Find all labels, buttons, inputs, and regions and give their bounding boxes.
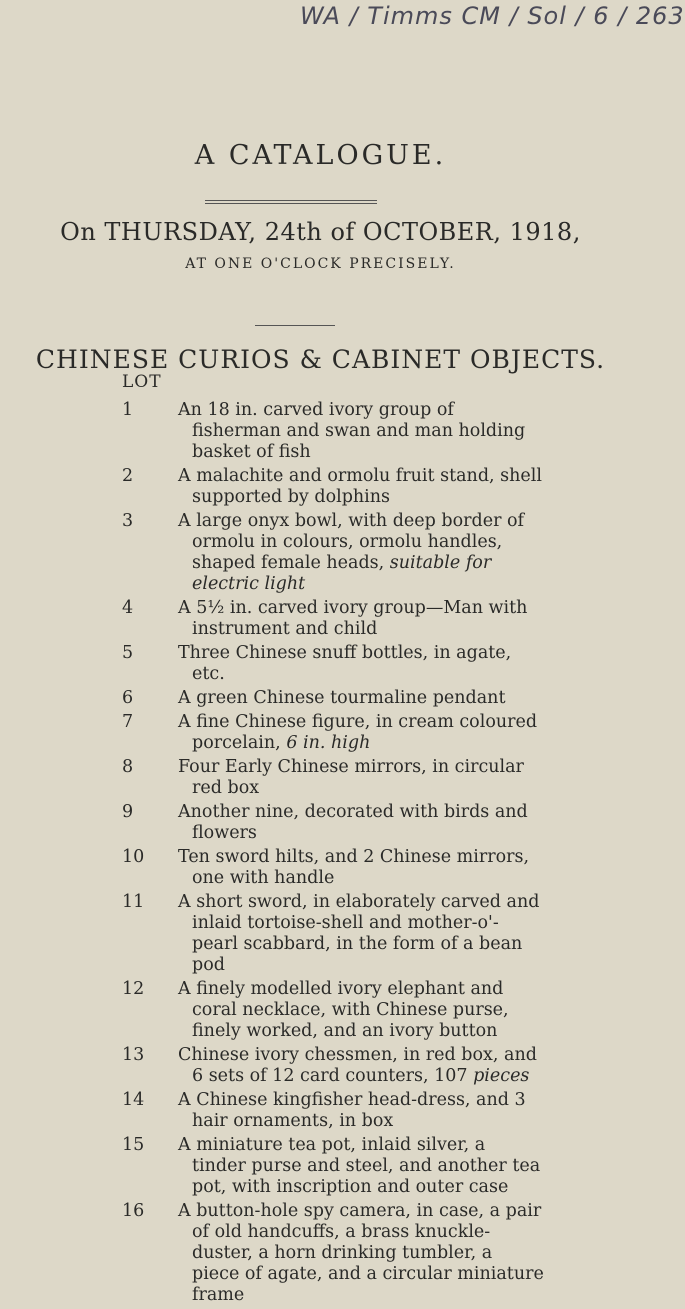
lot-description-text: Ten sword hilts, and 2 Chinese mirrors, one with handle xyxy=(178,847,530,888)
lot-description xyxy=(178,511,544,595)
lot-number: 7 xyxy=(122,712,134,732)
lot-item xyxy=(0,892,641,976)
lot-description-text: A large onyx bowl, with deep border of ormolu in colours, ormolu handles, shaped female heads, xyxy=(178,511,525,573)
lot-description xyxy=(178,979,544,1042)
lot-number: 3 xyxy=(122,511,134,531)
lot-number: 14 xyxy=(122,1090,145,1110)
lot-description xyxy=(178,1045,544,1087)
lot-description-italic: 6 in. high xyxy=(286,733,371,753)
lot-number: 16 xyxy=(122,1201,145,1221)
lot-number: 10 xyxy=(122,847,145,867)
divider-rule xyxy=(255,325,335,326)
lot-number: 12 xyxy=(122,979,145,999)
lot-description-text: An 18 in. carved ivory group of fisherman and swan and man holding basket of fish xyxy=(178,400,526,462)
lot-description-italic: pieces xyxy=(473,1066,530,1086)
lot-item xyxy=(0,1201,641,1306)
lot-item xyxy=(0,757,641,799)
lot-item xyxy=(0,712,641,754)
lot-description xyxy=(178,712,544,754)
lot-description-text: Four Early Chinese mirrors, in circular red box xyxy=(178,757,524,798)
handwritten-note: WA / Timms CM / Sol / 6 / 263 xyxy=(300,2,685,30)
lot-number: 4 xyxy=(122,598,134,618)
lot-description-text: A button-hole spy camera, in case, a pair of old handcuffs, a brass knuckle-duster, a horn drinking tumbler, a piece of agate, and a circular miniature frame xyxy=(178,1201,544,1305)
lot-description xyxy=(178,847,544,889)
lot-description-italic: suitable for electric light xyxy=(192,553,492,594)
lot-description xyxy=(178,757,544,799)
lot-item xyxy=(0,1045,641,1087)
lot-description xyxy=(178,892,544,976)
lot-list xyxy=(0,400,641,1309)
lot-description xyxy=(178,1201,544,1306)
lot-number: 15 xyxy=(122,1135,145,1155)
lot-item xyxy=(0,802,641,844)
lot-item xyxy=(0,1090,641,1132)
lot-item xyxy=(0,1135,641,1198)
lot-description xyxy=(178,688,544,709)
section-heading: CHINESE CURIOS & CABINET OBJECTS. xyxy=(35,345,606,374)
lot-description-text: A fine Chinese figure, in cream coloured porcelain, xyxy=(178,712,538,753)
sale-time: AT ONE O'CLOCK PRECISELY. xyxy=(185,256,456,272)
lot-number: 8 xyxy=(122,757,134,777)
lot-item xyxy=(0,598,641,640)
lot-description-text: A finely modelled ivory elephant and coral necklace, with Chinese purse, finely worked, and an ivory button xyxy=(178,979,509,1041)
catalogue-title: A CATALOGUE. xyxy=(194,140,447,171)
lot-item xyxy=(0,979,641,1042)
lot-item xyxy=(0,643,641,685)
lot-description-text: A malachite and ormolu fruit stand, shell supported by dolphins xyxy=(178,466,542,507)
sale-date: On THURSDAY, 24th of OCTOBER, 1918, xyxy=(60,218,581,246)
lot-description xyxy=(178,802,544,844)
lot-description xyxy=(178,1135,544,1198)
lot-description xyxy=(178,598,544,640)
lot-item xyxy=(0,688,641,709)
title-rule xyxy=(205,200,377,201)
lot-description xyxy=(178,1090,544,1132)
lot-number: 13 xyxy=(122,1045,145,1065)
lot-item xyxy=(0,511,641,595)
lot-column-label: LOT xyxy=(122,372,162,392)
lot-number: 5 xyxy=(122,643,134,663)
lot-number: 2 xyxy=(122,466,134,486)
lot-description-text: Another nine, decorated with birds and flowers xyxy=(178,802,528,843)
lot-item xyxy=(0,400,641,463)
lot-description-text: Chinese ivory chessmen, in red box, and 6 sets of 12 card counters, 107 xyxy=(178,1045,537,1086)
lot-description-text: A miniature tea pot, inlaid silver, a tinder purse and steel, and another tea pot, with inscription and outer case xyxy=(178,1135,541,1197)
lot-number: 9 xyxy=(122,802,134,822)
lot-description xyxy=(178,400,544,463)
lot-description xyxy=(178,466,544,508)
lot-description-text: A 5½ in. carved ivory group—Man with instrument and child xyxy=(178,598,528,639)
lot-description-text: Three Chinese snuff bottles, in agate, etc. xyxy=(178,643,512,684)
lot-item xyxy=(0,847,641,889)
lot-description xyxy=(178,643,544,685)
lot-number: 1 xyxy=(122,400,134,420)
lot-description-text: A Chinese kingfisher head-dress, and 3 hair ornaments, in box xyxy=(178,1090,526,1131)
lot-description-text: A green Chinese tourmaline pendant xyxy=(178,688,506,708)
lot-number: 11 xyxy=(122,892,145,912)
title-rule-double xyxy=(205,203,377,204)
lot-number: 6 xyxy=(122,688,134,708)
lot-item xyxy=(0,466,641,508)
lot-description-text: A short sword, in elaborately carved and inlaid tortoise-shell and mother-o'-pearl scabbard, in the form of a bean pod xyxy=(178,892,540,975)
